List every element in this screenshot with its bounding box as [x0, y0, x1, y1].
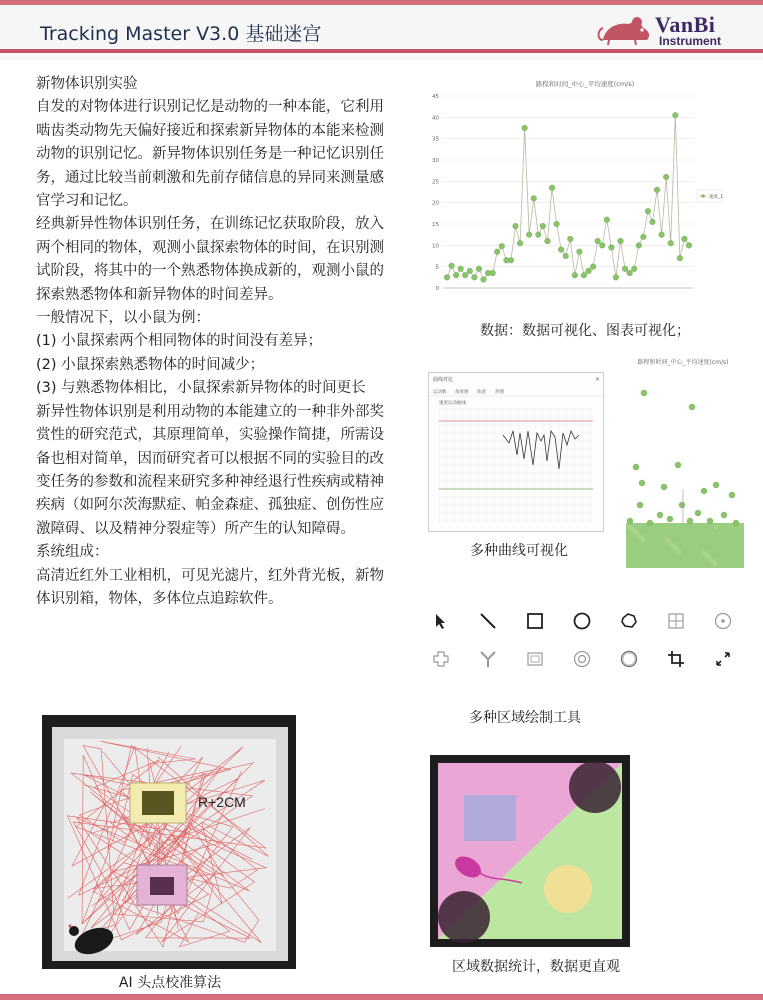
drawing-toolbar — [425, 606, 745, 686]
data-point — [526, 232, 532, 238]
header-bar — [0, 0, 763, 60]
curves-window — [428, 372, 604, 532]
close-icon[interactable]: × — [595, 376, 601, 383]
data-point — [462, 272, 468, 278]
data-point — [449, 263, 455, 269]
data-point — [476, 266, 482, 272]
chart-legend — [697, 190, 723, 202]
legend-label: 速度_1 — [709, 195, 724, 200]
chart-caption: 数据：数据可视化、图表可视化； — [480, 323, 690, 339]
data-point — [682, 236, 688, 242]
y-tick-label: 15 — [432, 222, 439, 228]
photo2-caption: 区域数据统计，数据更直观 — [452, 959, 620, 975]
dense-point — [676, 549, 681, 554]
data-point — [536, 232, 542, 238]
data-point — [453, 272, 459, 278]
data-point — [641, 234, 647, 240]
data-point — [558, 247, 564, 253]
data-point — [663, 174, 669, 180]
y-tick-label: 40 — [432, 115, 439, 122]
ring-icon[interactable] — [712, 610, 734, 632]
y-tick-label: 25 — [432, 179, 439, 186]
data-point — [633, 464, 639, 470]
data-point — [444, 275, 450, 281]
data-point — [517, 240, 523, 246]
y-tick-label: 45 — [432, 94, 439, 100]
tools-caption: 多种区域绘制工具 — [469, 710, 581, 726]
curves-window-title: 曲线对比 — [433, 377, 454, 383]
yellow-zone — [544, 865, 592, 913]
brand-subtitle: Instrument — [659, 34, 722, 48]
body-text-column — [36, 73, 386, 611]
grid-icon[interactable] — [665, 610, 687, 632]
mouse-logo-icon — [595, 10, 655, 48]
data-point — [689, 404, 695, 410]
dense-point — [640, 537, 645, 542]
data-point — [604, 217, 610, 223]
scatter-title: 路程和时间_中心_平均速度(cm/s) — [637, 359, 729, 366]
data-point — [581, 272, 587, 278]
data-point — [707, 518, 713, 524]
object-bottom-left — [438, 891, 490, 943]
data-point — [721, 512, 727, 518]
data-point — [481, 277, 487, 283]
data-point — [567, 236, 573, 242]
data-point — [695, 510, 701, 516]
data-point — [618, 238, 624, 244]
data-point — [458, 266, 464, 272]
curves-panel-label: 速度运动曲线 — [439, 401, 466, 406]
page-title: Tracking Master V3.0 基础迷宫 — [40, 23, 322, 45]
y-tick-label: 20 — [432, 200, 439, 207]
rectangle-icon[interactable] — [524, 610, 546, 632]
legend-marker — [701, 194, 705, 198]
data-point — [613, 275, 619, 281]
data-point — [531, 196, 537, 202]
data-point — [590, 264, 596, 270]
data-point — [729, 492, 735, 498]
data-point — [631, 266, 637, 272]
arena-tracking-image — [42, 715, 296, 969]
cross-icon[interactable] — [430, 648, 452, 670]
y-tick-label: 35 — [432, 136, 439, 143]
list-item-3: (3) 与熟悉物体相比，小鼠探索新异物体的时间更长 — [36, 380, 366, 397]
data-point — [686, 243, 692, 249]
paragraph-system: 高清近红外工业相机，可见光滤片，红外背光板，新物体识别箱，物体，多体位点追踪软件。 — [36, 567, 384, 607]
zone-statistics-image — [430, 755, 630, 947]
crop-icon[interactable] — [665, 648, 687, 670]
data-point — [467, 268, 473, 274]
speed-curve — [503, 431, 579, 469]
data-point — [673, 112, 679, 118]
data-point — [647, 520, 653, 526]
tab-3[interactable]: 热图 — [495, 390, 504, 395]
data-point — [677, 255, 683, 261]
data-point — [713, 482, 719, 488]
data-point — [654, 187, 660, 193]
data-point — [522, 125, 528, 131]
data-point — [659, 232, 665, 238]
data-point — [577, 249, 583, 255]
line-chart — [425, 76, 725, 304]
circle-icon[interactable] — [571, 610, 593, 632]
tab-2[interactable]: 轨迹 — [477, 390, 486, 395]
data-point — [641, 390, 647, 396]
data-point — [661, 484, 667, 490]
data-point — [675, 462, 681, 468]
paragraph-classic: 经典新异性物体识别任务，在训练记忆获取阶段，放入两个相同的物体，观测小鼠探索物体的时间，在识别测试阶段，将其中的一个熟悉物体换成新的，观测小鼠的探索熟悉物体和新异物体的时间差异。 — [36, 216, 384, 303]
data-point — [513, 223, 519, 229]
header-accent-stripe — [0, 0, 763, 5]
resize-icon[interactable] — [712, 648, 734, 670]
data-point — [657, 512, 663, 518]
data-point — [636, 243, 642, 249]
data-point — [490, 270, 496, 276]
data-point — [668, 240, 674, 246]
list-item-2: (2) 小鼠探索熟悉物体的时间减少； — [36, 356, 265, 373]
y-tick-label: 10 — [432, 243, 439, 250]
dense-point — [712, 561, 717, 566]
data-point — [572, 272, 578, 278]
paragraph-intro: 自发的对物体进行识别记忆是动物的一种本能，它利用啮齿类动物先天偏好接近和探索新异物体的本能来检测动物的识别记忆。新异物体识别任务是一种记忆识别任务，通过比较当前刺激和先前存储信息的异同来测量感官学习和记忆。 — [36, 99, 384, 210]
data-point — [679, 502, 685, 508]
data-point — [733, 520, 739, 526]
curves-caption: 多种曲线可视化 — [470, 543, 568, 559]
chart-title: 路程和时间_中心_平均速度(cm/s) — [535, 80, 635, 88]
data-point — [627, 518, 633, 524]
header-divider — [0, 49, 763, 53]
data-point — [549, 185, 555, 191]
data-point — [494, 249, 500, 255]
data-point — [508, 257, 514, 263]
data-point — [637, 502, 643, 508]
data-point — [599, 243, 605, 249]
tab-1[interactable]: 角度图 — [455, 390, 469, 395]
data-point — [645, 208, 651, 214]
tab-0[interactable]: 运动数 — [433, 390, 447, 395]
vanbi-logo — [595, 8, 745, 48]
brand-name: VanBi — [655, 12, 716, 37]
footer-accent-stripe — [0, 994, 763, 1000]
y-tick-label: 0 — [435, 286, 439, 292]
radius-label: R+2CM — [198, 794, 246, 810]
object-top-right — [569, 761, 621, 813]
pointer-icon[interactable] — [430, 610, 452, 632]
scatter-chart — [620, 355, 746, 570]
data-point — [622, 266, 628, 272]
y-tick-label: 30 — [432, 158, 439, 164]
data-point — [687, 518, 693, 524]
data-point — [545, 238, 551, 244]
data-point — [609, 245, 615, 251]
circle-zone-icon[interactable] — [618, 648, 640, 670]
section-heading: 新物体识别实验 — [36, 76, 138, 92]
dense-point — [713, 524, 718, 529]
donut-icon[interactable] — [571, 648, 593, 670]
data-point — [554, 221, 560, 227]
system-heading: 系统组成： — [36, 544, 109, 561]
data-point — [499, 243, 505, 249]
data-point — [563, 253, 569, 259]
data-point — [627, 270, 633, 276]
data-point — [639, 480, 645, 486]
data-point — [540, 223, 546, 229]
line-icon[interactable] — [477, 610, 499, 632]
y-maze-icon[interactable] — [477, 648, 499, 670]
data-point — [650, 219, 656, 225]
data-point — [701, 488, 707, 494]
rect-zone-icon[interactable] — [524, 648, 546, 670]
data-point — [595, 238, 601, 244]
paragraph-example: 一般情况下，以小鼠为例： — [36, 310, 210, 327]
data-point — [667, 516, 673, 522]
data-point — [472, 275, 478, 281]
blue-zone — [464, 795, 516, 841]
y-tick-label: 5 — [435, 264, 439, 271]
scatter-dense-zone — [626, 523, 744, 568]
list-item-1: (1) 小鼠探索两个相同物体的时间没有差异； — [36, 333, 323, 350]
paragraph-paradigm: 新异性物体识别是利用动物的本能建立的一种非外部奖赏性的研究范式，其原理简单，实验操作简捷，所需设备也相对简单，因而研究者可以根据不同的实验目的改变任务的参数和流程来研究多种神经退行性疾病或精神疾病（如阿尔茨海默症、帕金森症、孤独症、创伤性应激障碍、以及精神分裂症等）所产生的认知障碍。 — [36, 403, 384, 537]
polygon-icon[interactable] — [618, 610, 640, 632]
photo1-caption: AI 头点校准算法 — [118, 975, 222, 991]
data-point — [586, 268, 592, 274]
